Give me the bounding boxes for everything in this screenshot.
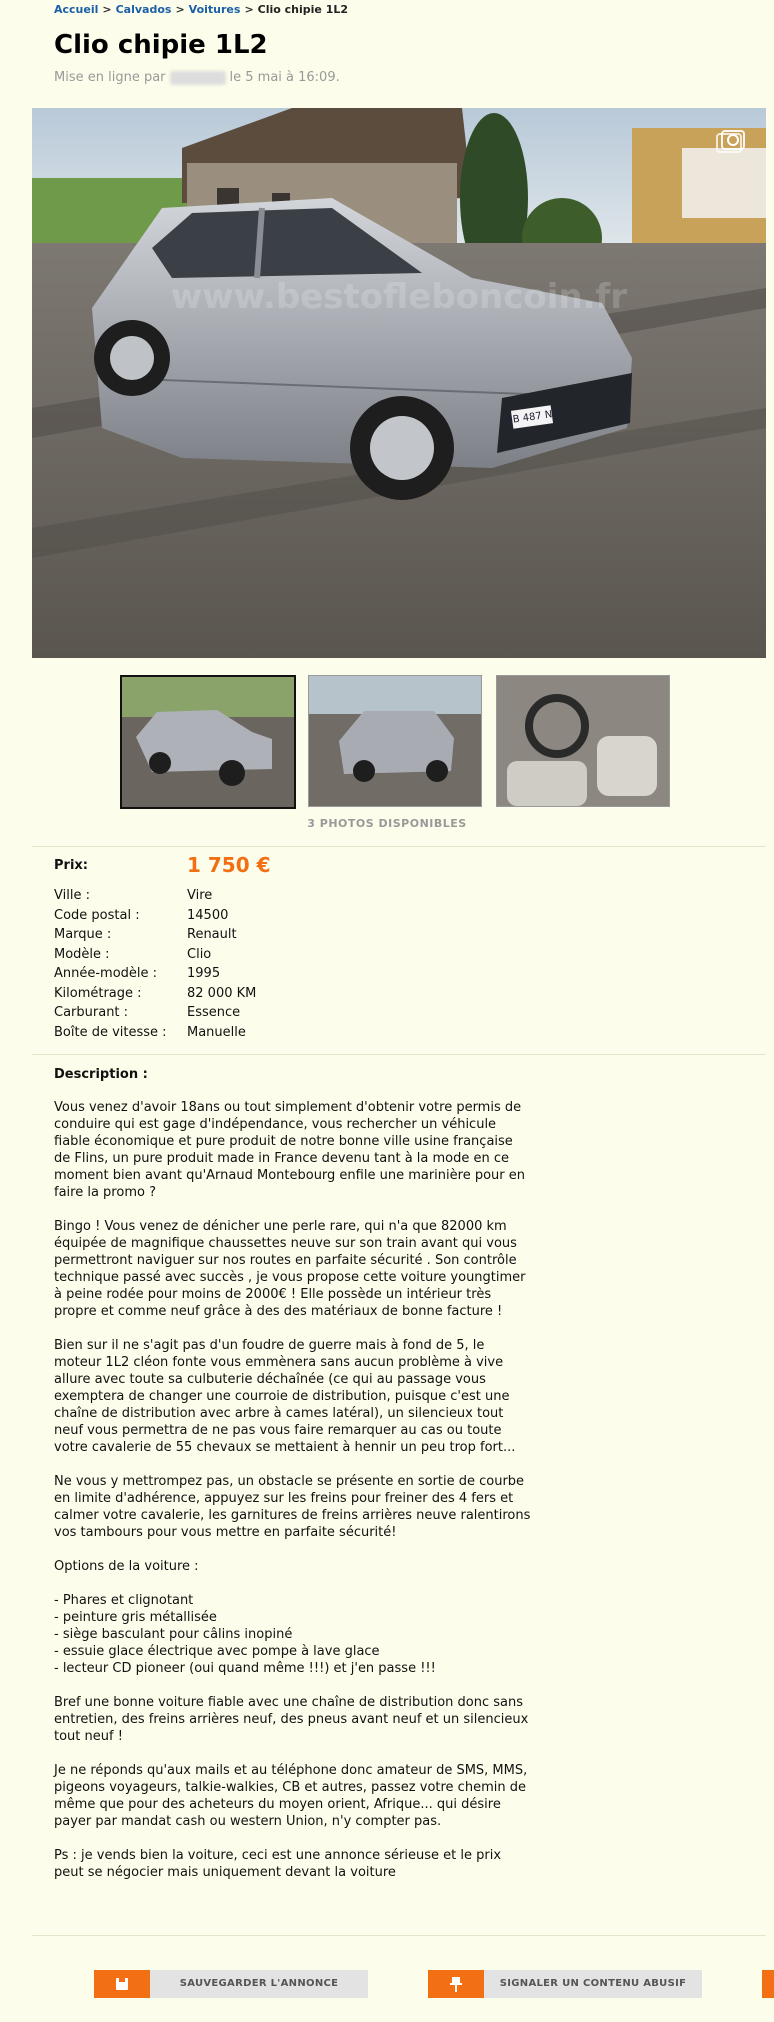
page-title: Clio chipie 1L2: [54, 30, 268, 60]
criteria-label: Code postal :: [54, 907, 140, 923]
license-plate: BB 487 NF: [505, 408, 559, 427]
seller-name-redacted: [170, 71, 226, 85]
breadcrumb-separator: >: [244, 3, 254, 16]
thumbnail-3[interactable]: [496, 675, 670, 807]
criteria-value: Clio: [187, 946, 212, 962]
criteria-value: Essence: [187, 1005, 241, 1020]
posted-info: [54, 70, 340, 85]
criteria-label: Kilométrage :: [54, 985, 142, 1001]
criteria-label: Marque :: [54, 927, 112, 942]
posted-prefix: Mise en ligne par: [54, 70, 166, 85]
more-actions-button[interactable]: [762, 1970, 774, 1998]
floppy-disk-icon: [94, 1970, 150, 1998]
criteria-label: Carburant :: [54, 1005, 129, 1020]
thumbnail-strip: [120, 675, 680, 810]
report-abuse-label: SIGNALER UN CONTENU ABUSIF: [499, 1978, 687, 1989]
watermark: www.bestofleboncoin.fr: [170, 277, 628, 317]
criteria-value: 1995: [187, 966, 221, 981]
criteria-value: 14500: [187, 907, 229, 923]
criteria-label: Ville :: [54, 888, 90, 903]
save-ad-button[interactable]: [94, 1970, 368, 1998]
action-bar: [0, 1970, 774, 2000]
criteria-value: Renault: [187, 927, 237, 942]
pin-icon: [428, 1970, 484, 1998]
criteria-label: Boîte de vitesse :: [54, 1024, 167, 1040]
divider: [32, 1054, 766, 1055]
breadcrumb-category-link[interactable]: Voitures: [188, 3, 241, 16]
posted-date: le 5 mai à 16:09.: [229, 70, 340, 85]
breadcrumb-separator: >: [175, 3, 185, 16]
main-photo-image: [32, 108, 766, 658]
breadcrumb-home-link[interactable]: Accueil: [54, 3, 99, 16]
criteria-value: Manuelle: [187, 1024, 246, 1040]
criteria-value: Vire: [187, 888, 213, 903]
criteria-label: Année-modèle :: [54, 966, 158, 981]
photos-count: 3 PHOTOS DISPONIBLES: [307, 817, 467, 830]
divider: [32, 846, 766, 847]
price-value: 1 750 €: [187, 853, 271, 877]
camera-icon: [714, 128, 748, 158]
description-title: Description :: [54, 1067, 148, 1082]
divider: [32, 1935, 766, 1936]
criteria-label: Modèle :: [54, 946, 110, 962]
breadcrumb-separator: >: [102, 3, 112, 16]
description-text: Vous venez d'avoir 18ans ou tout simplement d'obtenir votre permis de conduire qui est gage d'indépendance, vous rechercher un véhicule fiable économique et pure produit de notre bonne ville usine française de Flins, un pure produit made in France devenu tant à la mode en ce moment bien avant qu'Arnaud Montebourg enfile une marinière pour en faire la promo ? Bingo ! Vous venez de dénicher une perle rare, qui n'a que 82000 km équipée de magnifique chaussettes neuve sur son train avant qui vous permettront naviguer sur nos routes en parfaite sécurité . Son contrôle technique passé avec succès , je vous propose cette voiture youngtimer à peine rodée pour moins de 2000€ ! Elle possède un intérieur très propre et comme neuf grâce à des des matériaux de bonne facture ! Bien sur il ne s'agit pas d'un foudre de guerre mais à fond de 5, le moteur 1L2 cléon fonte vous emmènera sans aucun problème à vive allure avec toute sa culbuterie déchaînée (ce qui au passage vous exemptera de changer une courroie de distribution, puisque c'est une chaîne de distribution avec arbre à cames latéral), un silencieux tout neuf vous permettra de ne pas vous faire remarquer au cas ou toute votre cavalerie de 55 chevaux se mettaient à hennir un peu trop fort... Ne vous y mettrompez pas, un obstacle se présente en sortie de courbe en limite d'adhérence, appuyez sur les freins pour freiner des 4 fers et calmer votre cavalerie, les garnitures de freins arrières neuve ralentirons vos tambours pour vous mettre en parfaite sécurité! Options de la voiture : - Phares et clignotant - peinture gris métallisée - siège basculant pour câlins inopiné - essuie glace électrique avec pompe à lave glace - lecteur CD pioneer (oui quand même !!!) et j'en passe !!! Bref une bonne voiture fiable avec une chaîne de distribution donc sans entretien, des freins arrières neuf, des pneus avant neuf et un silencieux tout neuf ! Je ne réponds qu'aux mails et au téléphone donc amateur de SMS, MMS, pigeons voyageurs, talkie-walkies, CB et autres, passez votre chemin de même que pour des acheteurs du moyen orient, Afrique... qui désire payer par mandat cash ou western Union, n'y compter pas. Ps : je vends bien la voiture, ceci est une annonce sérieuse et le prix peut se négocier mais uniquement devant la voiture: [54, 1100, 531, 1880]
breadcrumb-current: Clio chipie 1L2: [257, 3, 349, 16]
breadcrumb-region-link[interactable]: Calvados: [115, 3, 172, 16]
criteria-value: 82 000 KM: [187, 985, 257, 1001]
thumbnail-2[interactable]: [308, 675, 482, 807]
thumbnail-1[interactable]: [120, 675, 296, 809]
save-ad-label: SAUVEGARDER L'ANNONCE: [179, 1978, 339, 1989]
report-abuse-button[interactable]: [428, 1970, 702, 1998]
main-photo[interactable]: [32, 108, 766, 658]
price-label: Prix:: [54, 858, 88, 873]
breadcrumb: [54, 3, 348, 16]
